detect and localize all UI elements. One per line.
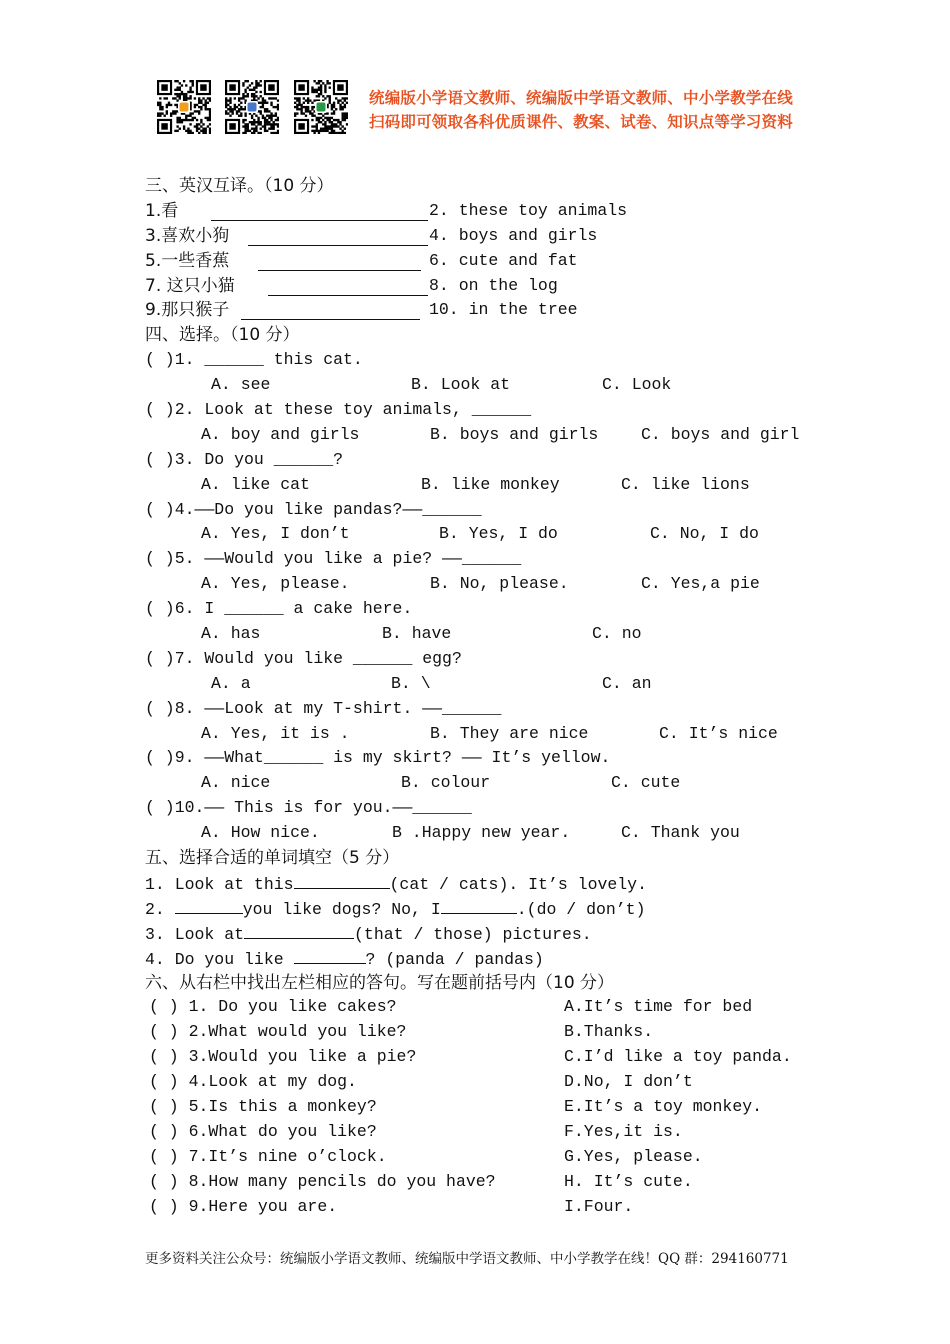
choice-question-stem: ( )5. ——Would you like a pie? ——______ — [145, 549, 522, 569]
qr-code-1 — [157, 80, 211, 134]
match-row — [145, 1195, 825, 1220]
match-row — [145, 1045, 825, 1070]
choice-options — [145, 672, 825, 697]
option-a[interactable]: A. Yes, it is . — [201, 723, 350, 743]
option-b[interactable]: B. \ — [391, 673, 431, 693]
match-answer: H. It’s cute. — [564, 1171, 693, 1191]
match-row — [145, 995, 825, 1020]
translate-right-prompt: 2. these toy animals — [429, 200, 628, 220]
choice-question-stem: ( )8. ——Look at my T-shirt. ——______ — [145, 698, 502, 718]
match-answer: A.It’s time for bed — [564, 997, 753, 1017]
match-row — [145, 1145, 825, 1170]
match-question: ( ) 8.How many pencils do you have? — [149, 1171, 496, 1191]
match-question: ( ) 3.Would you like a pie? — [149, 1047, 417, 1067]
match-answer: F.Yes,it is. — [564, 1121, 683, 1141]
option-a[interactable]: A. Yes, I don’t — [201, 524, 350, 544]
fill-item-text: 2. — [145, 899, 175, 919]
match-question: ( ) 9.Here you are. — [149, 1196, 338, 1216]
choice-question-stem: ( )10.—— This is for you.——______ — [145, 798, 472, 818]
translate-right-prompt: 10. in the tree — [429, 300, 578, 320]
translate-left-prompt: 9.那只猴子 — [145, 300, 230, 321]
option-b[interactable]: B. No, please. — [430, 574, 569, 594]
option-c[interactable]: C. like lions — [621, 474, 750, 494]
fill-item-4 — [145, 946, 825, 971]
match-question: ( ) 7.It’s nine o’clock. — [149, 1146, 387, 1166]
option-b[interactable]: B. like monkey — [421, 474, 560, 494]
answer-blank[interactable] — [244, 921, 354, 939]
option-a[interactable]: A. boy and girls — [201, 424, 360, 444]
promo-line-1: 统编版小学语文教师、统编版中学语文教师、中小学教学在线 — [369, 89, 793, 107]
match-question: ( ) 6.What do you like? — [149, 1121, 377, 1141]
fill-item-2 — [145, 896, 825, 921]
option-a[interactable]: A. How nice. — [201, 823, 320, 843]
choice-options — [145, 622, 825, 647]
fill-item-1 — [145, 871, 825, 896]
fill-item-text: .(do / don’t) — [516, 899, 646, 919]
translate-left-prompt: 1.看 — [145, 200, 179, 221]
option-c[interactable]: C. Yes,a pie — [641, 574, 760, 594]
option-a[interactable]: A. has — [201, 624, 261, 644]
fill-item-text: 3. Look at — [145, 924, 245, 944]
match-question: ( ) 2.What would you like? — [149, 1022, 407, 1042]
option-c[interactable]: C. an — [602, 673, 652, 693]
choice-options — [145, 771, 825, 796]
choice-options — [145, 522, 825, 547]
translate-right-prompt: 4. boys and girls — [429, 225, 598, 245]
fill-item-3 — [145, 921, 825, 946]
choice-options — [145, 722, 825, 747]
option-a[interactable]: A. see — [211, 375, 271, 395]
choice-question-stem: ( )7. Would you like ______ egg? — [145, 648, 462, 668]
translate-left-prompt: 7. 这只小猫 — [145, 275, 235, 296]
option-c[interactable]: C. It’s nice — [659, 723, 778, 743]
fill-item-text: (cat / cats). It’s lovely. — [389, 874, 647, 894]
translate-row — [145, 274, 825, 299]
match-answer: E.It’s a toy monkey. — [564, 1096, 763, 1116]
match-question: ( ) 1. Do you like cakes? — [149, 997, 397, 1017]
match-answer: I.Four. — [564, 1196, 634, 1216]
choice-question-stem: ( )9. ——What______ is my skirt? —— It’s yellow. — [145, 748, 611, 768]
fill-item-text: you like dogs? No, I — [242, 899, 441, 919]
option-c[interactable]: C. No, I do — [650, 524, 759, 544]
choice-question-stem: ( )6. I ______ a cake here. — [145, 599, 413, 619]
translate-row — [145, 199, 825, 224]
section-5-title: 五、选择合适的单词填空（5 分） — [145, 848, 400, 869]
match-row — [145, 1170, 825, 1195]
translate-left-prompt: 5.一些香蕉 — [145, 250, 230, 271]
fill-item-text: 1. Look at this — [145, 874, 294, 894]
translate-row — [145, 249, 825, 274]
section-4-title: 四、选择。（10 分） — [145, 325, 300, 346]
answer-blank[interactable] — [175, 896, 243, 914]
promo-line-2: 扫码即可领取各科优质课件、教案、试卷、知识点等学习资料 — [369, 113, 793, 131]
worksheet-body — [145, 174, 825, 1219]
choice-options — [145, 373, 825, 398]
option-c[interactable]: C. Thank you — [621, 823, 740, 843]
answer-blank[interactable] — [211, 203, 428, 221]
option-c[interactable]: C. no — [592, 624, 642, 644]
option-b[interactable]: B. have — [382, 624, 452, 644]
answer-blank[interactable] — [258, 253, 421, 271]
option-c[interactable]: C. Look — [602, 375, 672, 395]
choice-question-stem: ( )3. Do you ______? — [145, 449, 344, 469]
translate-right-prompt: 8. on the log — [429, 275, 558, 295]
option-b[interactable]: B. boys and girls — [430, 424, 599, 444]
match-row — [145, 1020, 825, 1045]
option-a[interactable]: A. a — [211, 673, 251, 693]
answer-blank[interactable] — [294, 946, 366, 964]
match-question: ( ) 5.Is this a monkey? — [149, 1096, 377, 1116]
footer-note: 更多资料关注公众号：统编版小学语文教师、统编版中学语文教师、中小学教学在线！QQ 群：294160771 — [145, 1251, 789, 1267]
match-row — [145, 1095, 825, 1120]
option-a[interactable]: A. nice — [201, 773, 271, 793]
match-answer: G.Yes, please. — [564, 1146, 703, 1166]
fill-item-text: (that / those) pictures. — [354, 924, 592, 944]
translate-left-prompt: 3.喜欢小狗 — [145, 225, 230, 246]
choice-options — [145, 423, 825, 448]
option-c[interactable]: C. boys and girl — [641, 424, 800, 444]
option-b[interactable]: B .Happy new year. — [392, 823, 571, 843]
qr-code-3 — [294, 80, 348, 134]
translate-row — [145, 224, 825, 249]
translate-right-prompt: 6. cute and fat — [429, 250, 578, 270]
translate-row — [145, 298, 825, 323]
option-b[interactable]: B. colour — [401, 773, 491, 793]
match-answer: C.I’d like a toy panda. — [564, 1047, 792, 1067]
option-b[interactable]: B. They are nice — [430, 723, 589, 743]
answer-blank[interactable] — [268, 278, 428, 296]
choice-question-stem: ( )1. ______ this cat. — [145, 350, 363, 370]
fill-item-text: ? (panda / pandas) — [365, 949, 544, 969]
choice-options — [145, 572, 825, 597]
match-answer: B.Thanks. — [564, 1022, 654, 1042]
answer-blank[interactable] — [248, 228, 428, 246]
promo-banner — [369, 86, 793, 134]
choice-question-stem: ( )2. Look at these toy animals, ______ — [145, 400, 532, 420]
answer-blank[interactable] — [294, 871, 390, 889]
option-c[interactable]: C. cute — [611, 773, 681, 793]
qr-code-2 — [225, 80, 279, 134]
option-a[interactable]: A. Yes, please. — [201, 574, 350, 594]
fill-item-text: 4. Do you like — [145, 949, 294, 969]
match-row — [145, 1120, 825, 1145]
option-b[interactable]: B. Yes, I do — [439, 524, 558, 544]
section-6-title: 六、从右栏中找出左栏相应的答句。写在题前括号内（10 分） — [145, 972, 615, 993]
section-3-title: 三、英汉互译。（10 分） — [145, 176, 334, 196]
choice-options — [145, 821, 825, 846]
match-row — [145, 1070, 825, 1095]
match-question: ( ) 4.Look at my dog. — [149, 1072, 357, 1092]
answer-blank[interactable] — [441, 896, 517, 914]
choice-question-stem: ( )4.——Do you like pandas?——______ — [145, 499, 482, 519]
option-b[interactable]: B. Look at — [411, 375, 511, 395]
match-answer: D.No, I don’t — [564, 1072, 693, 1092]
option-a[interactable]: A. like cat — [201, 474, 310, 494]
answer-blank[interactable] — [241, 302, 420, 320]
choice-options — [145, 473, 825, 498]
